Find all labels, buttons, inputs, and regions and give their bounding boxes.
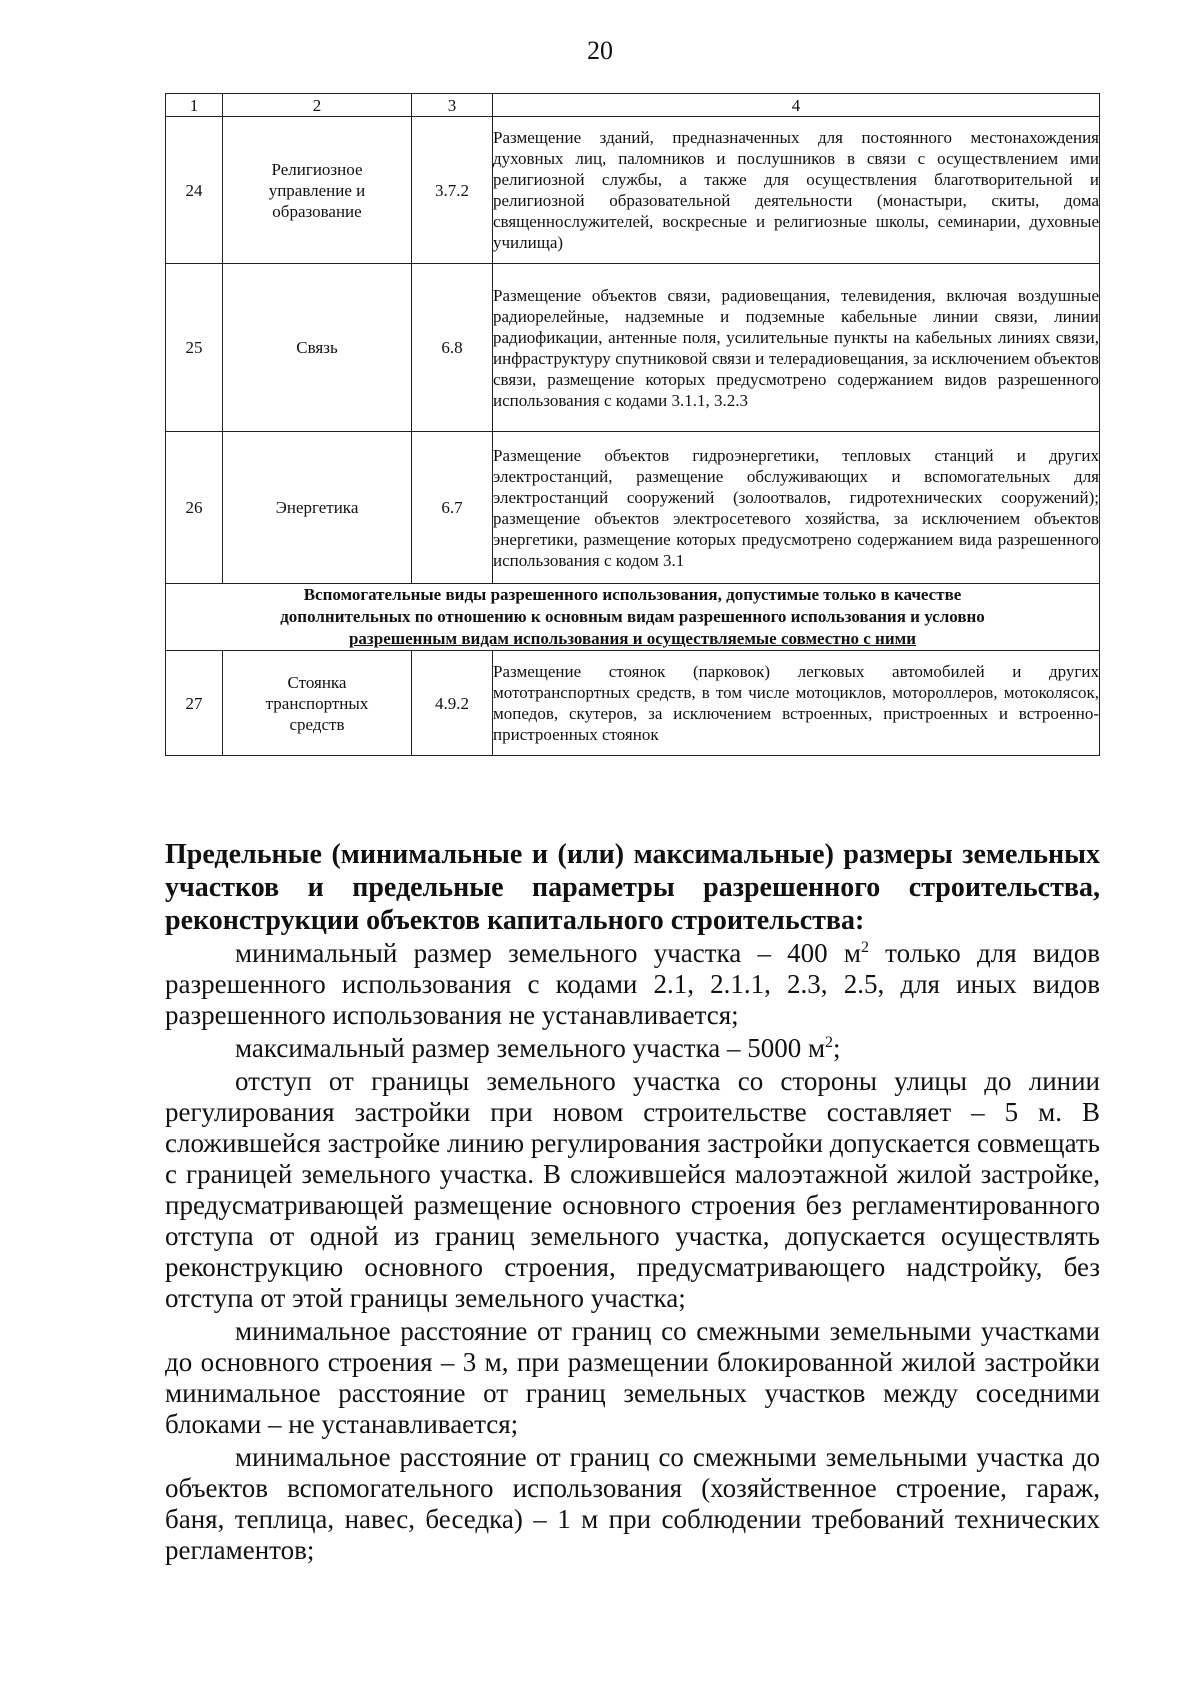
use-name: Религиозное управление и образование	[268, 159, 366, 221]
section-title: Предельные (минимальные и (или) максимальные) размеры земельных участков и предельные параметры разрешенного строительства, реконструкции объектов капитального строительства:	[165, 839, 1100, 936]
use-description: Размещение объектов гидроэнергетики, тепловых станций и других электростанций, размещение обслуживающих и вспомогательных для электростанций сооружений (золоотвалов, гидротехнических сооружений); размещение объектов электросетевого хозяйства, за исключением объектов энергетики, размещение которых предусмотрено содержанием вида разрешенного использования с кодом 3.1	[493, 432, 1100, 584]
table-header-cell: 1	[166, 94, 223, 117]
row-number: 25	[166, 264, 223, 432]
use-description: Размещение стоянок (парковок) легковых автомобилей и других мототранспортных средств, в том числе мотоциклов, мотороллеров, мотоколясок, мопедов, скутеров, за исключением встроенных, пристроенных и встроенно-пристроенных стоянок	[493, 651, 1100, 756]
section-heading	[166, 584, 1100, 651]
paragraph: отступ от границы земельного участка со стороны улицы до линии регулирования застройки при новом строительстве составляет – 5 м. В сложившейся застройке линию регулирования застройки допускается совмещать с границей земельного участка. В сложившейся малоэтажной жилой застройке, предусматривающей размещение основного строения без регламентированного отступа от одной из границ земельного участка, допускается осуществлять реконструкцию основного строения, предусматривающего надстройку, без отступа от этой границы земельного участка;	[165, 1066, 1100, 1313]
table-header-cell: 4	[493, 94, 1100, 117]
table-header-row	[166, 94, 1100, 117]
paragraph-text: ;	[833, 1033, 841, 1063]
paragraph: минимальное расстояние от границ со смежными земельными участками до основного строения – 3 м, при размещении блокированной жилой застройки минимальное расстояние от границ земельных участков между соседними блоками – не устанавливается;	[165, 1316, 1100, 1439]
use-code: 6.7	[412, 432, 493, 584]
superscript: 2	[825, 1034, 834, 1051]
use-name-cell	[223, 432, 412, 584]
use-code: 6.8	[412, 264, 493, 432]
section-heading-row	[166, 584, 1100, 651]
use-name: Связь	[296, 338, 338, 357]
page-number: 20	[587, 36, 613, 65]
paragraph	[165, 1033, 1100, 1064]
paragraph	[165, 938, 1100, 1031]
table-row	[166, 264, 1100, 432]
row-number: 24	[166, 117, 223, 264]
table-row	[166, 432, 1100, 584]
row-number: 26	[166, 432, 223, 584]
paragraph-text: максимальный размер земельного участка – 5000 м	[235, 1033, 826, 1063]
use-code: 3.7.2	[412, 117, 493, 264]
table-header-cell: 3	[412, 94, 493, 117]
use-name-cell	[223, 264, 412, 432]
land-use-table	[165, 93, 1100, 756]
section-heading-line: дополнительных по отношению к основным видам разрешенного использования и условно	[280, 607, 985, 626]
use-name: Энергетика	[275, 498, 359, 517]
use-code: 4.9.2	[412, 651, 493, 756]
use-name-cell	[223, 117, 412, 264]
table-row	[166, 651, 1100, 756]
paragraph-text: только для видов разрешенного использования с кодами 2.1, 2.1.1, 2.3, 2.5, для иных видов разрешенного использования не устанавливается;	[165, 938, 1101, 1030]
use-description: Размещение объектов связи, радиовещания, телевидения, включая воздушные радиорелейные, надземные и подземные кабельные линии связи, линии радиофикации, антенные поля, усилительные пункты на кабельных линиях связи, инфраструктуру спутниковой связи и телерадиовещания, за исключением объектов связи, размещение которых предусмотрено содержанием видов разрешенного использования с кодами 3.1.1, 3.2.3	[493, 264, 1100, 432]
use-name-cell	[223, 651, 412, 756]
superscript: 2	[860, 939, 869, 956]
row-number: 27	[166, 651, 223, 756]
use-name: Стоянка транспортных средств	[265, 672, 369, 734]
section-heading-line: разрешенным видам использования и осуществляемые совместно с ними	[348, 629, 917, 648]
table-header-cell: 2	[223, 94, 412, 117]
use-description: Размещение зданий, предназначенных для постоянного местонахождения духовных лиц, паломников и послушников в связи с осуществлением ими религиозной службы, а также для осуществления благотворительной и религиозной образовательной деятельности (монастыри, скиты, дома священнослужителей, воскресные и религиозные школы, семинарии, духовные училища)	[493, 117, 1100, 264]
table-row	[166, 117, 1100, 264]
paragraph-text: минимальный размер земельного участка – 400 м	[235, 938, 861, 968]
paragraph: минимальное расстояние от границ со смежными земельными участка до объектов вспомогательного использования (хозяйственное строение, гараж, баня, теплица, навес, беседка) – 1 м при соблюдении требований технических регламентов;	[165, 1442, 1100, 1565]
parameters-text	[165, 938, 1100, 1566]
section-heading-line: Вспомогательные виды разрешенного использования, допустимые только в качестве	[303, 585, 962, 604]
